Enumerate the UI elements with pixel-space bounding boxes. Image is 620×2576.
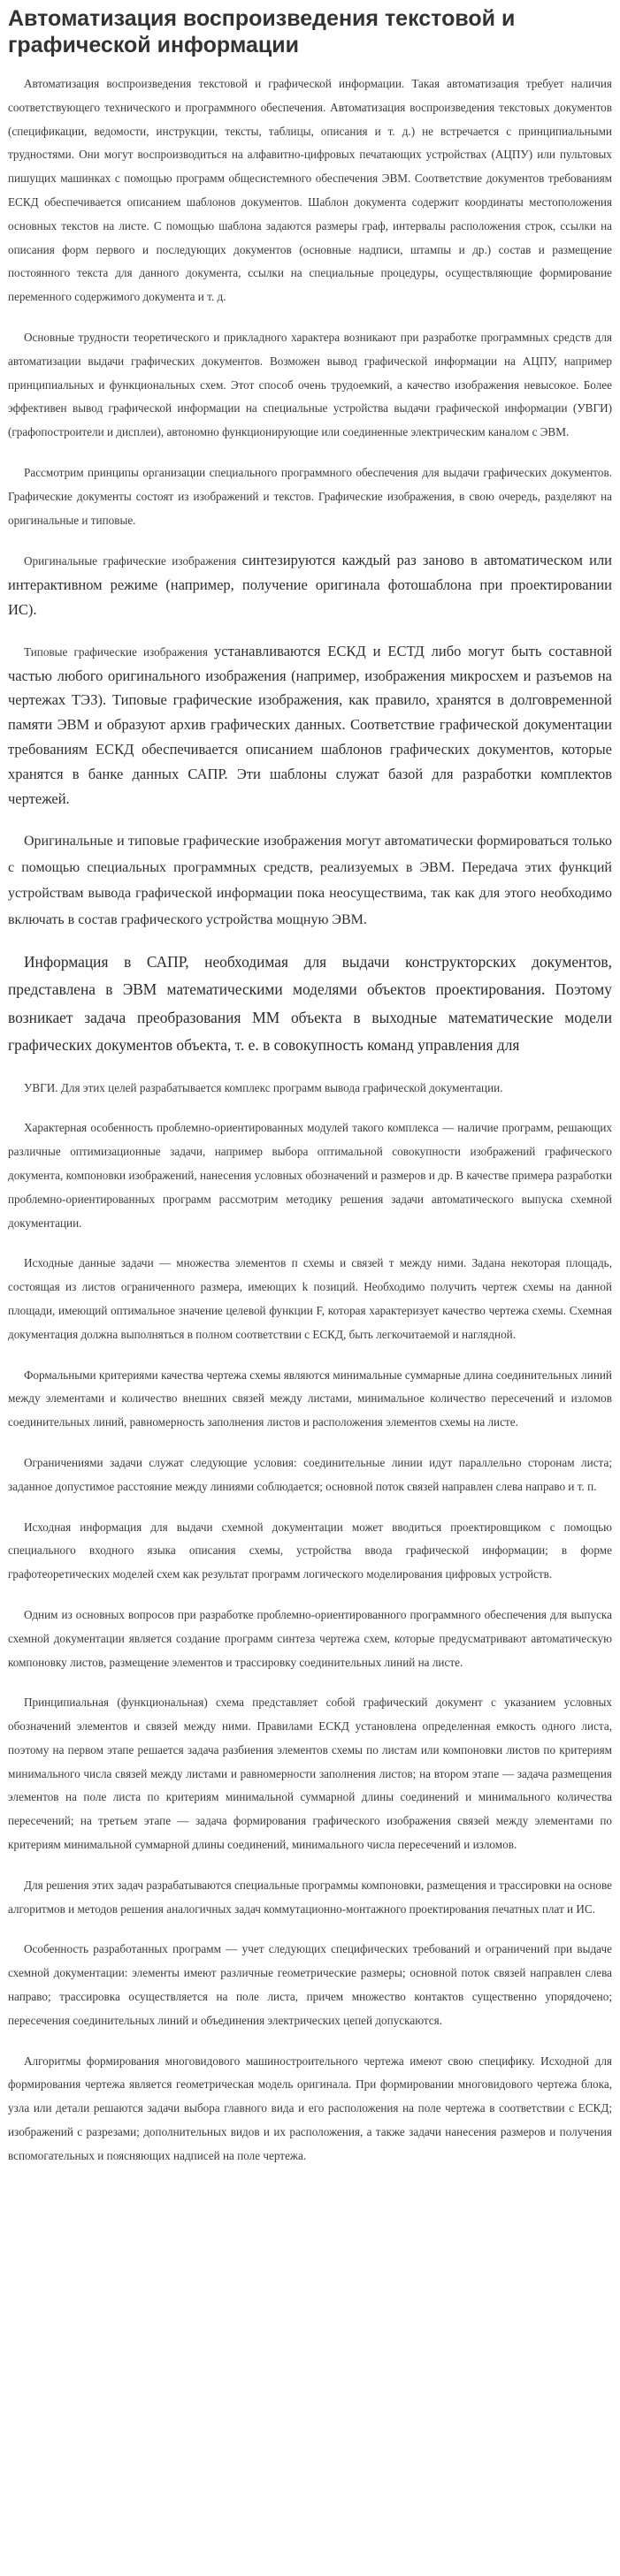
paragraph: Рассмотрим принципы организации специального программного обеспечения для выдачи графических документов. Графические документы состоят из изображений и текстов. Графические изображения, в свою очередь, разделяют на оригинальные и типовые. <box>8 465 612 527</box>
paragraph-large: Оригинальные и типовые графические изображения могут автоматически формироваться только с помощью специальных программных средств, реализуемых в ЭВМ. Передача этих функций устройствам вывода графической информации пока неосуществима, так как для этого необходимо включать в состав графического устройства мощную ЭВМ. <box>8 834 612 927</box>
paragraph: Алгоритмы формирования многовидового машиностроительного чертежа имеют свою специфику. Исходной для формирования чертежа является геометрическая модель оригинала. При формировании многовидового чертежа блока, узла или детали решаются задачи выбора главного вида и его расположения на поле чертежа в соответствии с ЕСКД; изображений с разрезами; дополнительных видов и их расположения, а также задачи нанесения размеров и получения вспомогательных и поясняющих надписей на поле чертежа. <box>8 2054 612 2162</box>
paragraph-xlarge: Информация в САПР, необходимая для выдачи конструкторских документов, представлена в ЭВМ математическими моделями объектов проектирования. Поэтому возникает задача преобразования ММ объекта в выходные математические модели графических документов объекта, т. е. в совокупность команд управления для <box>8 952 612 1055</box>
paragraph: Одним из основных вопросов при разработке проблемно-ориентированного программного обеспечения для выпуска схемной документации является создание программ синтеза чертежа схем, которые предусматривают автоматическую компоновку листов, размещение элементов и трассировку соединительных линий на листе. <box>8 1607 612 1669</box>
paragraph: Для решения этих задач разрабатываются специальные программы компоновки, размещения и трассировки на основе алгоритмов и методов решения аналогичных задач коммутационно-монтажного проектирования печатных плат и ИС. <box>8 1878 612 1916</box>
paragraph: Автоматизация воспроизведения текстовой и графической информации. Такая автоматизация требует наличия соответствующего технического и программного обеспечения. Автоматизация воспроизведения текстовых документов (спецификации, ведомости, инструкции, тексты, таблицы, описания и т. д.) не встречается с принципиальными трудностями. Они могут воспроизводиться на алфавитно-цифровых печатающих устройствах (АЦПУ) или пультовых пишущих машинках с помощью программ общесистемного обеспечения ЭВМ. Соответствие документов требованиям ЕСКД обеспечивается описанием шаблонов документов. Шаблон документа содержит координаты местоположения основных текстов на листе. С помощью шаблона задаются размеры граф, интервалы расположения строк, ссылки на описания форм первого и последующих документов (основные надписи, штампы и др.) состав и размещение постоянного текста для данного документа, ссылки на специальные процедуры, осуществляющие формирование переменного содержимого документа и т. д. <box>8 77 612 304</box>
paragraph: Особенность разработанных программ — учет следующих специфических требований и ограничений при выдаче схемной документации: элементы имеют различные геометрические размеры; основной поток связей направлен слева направо; трассировка осуществляется на поле листа, причем множество контактов существенно упорядочено; пересечения соединительных линий и объединения электрических цепей допускаются. <box>8 1942 612 2027</box>
paragraph-emphasis-text: устанавливаются ЕСКД и ЕСТД либо могут быть составной частью любого оригинального изображения (например, изображения микросхем и разъемов на чертежах ТЭЗ). Типовые графические изображения, как правило, хранятся в долговременной памяти ЭВМ и образуют архив графических данных. Соответствие графической документации требованиям ЕСКД обеспечивается описанием шаблонов графических документов, которые хранятся в банке данных САПР. Эти шаблоны служат базой для разработки комплектов чертежей. <box>8 642 613 807</box>
paragraph: Основные трудности теоретического и прикладного характера возникают при разработке программных средств для автоматизации выдачи графических документов. Возможен вывод графической информации на АЦПУ, например принципиальных и функциональных схем. Этот способ очень трудоемкий, а качество изображения невысокое. Более эффективен вывод графической информации на специальные устройства выдачи графической информации (УВГИ) (графопостроители и дисплеи), автономно функционирующие или соединенные электрическим каналом с ЭВМ. <box>8 330 612 439</box>
paragraph: Формальными критериями качества чертежа схемы являются минимальные суммарные длина соединительных линий между элементами и количество внешних связей между листами, минимальное количество пересечений и изломов соединительных линий, равномерность заполнения листов и расположения элементов схемы на листе. <box>8 1368 612 1429</box>
article-title: Автоматизация воспроизведения текстовой и графической информации <box>8 6 516 57</box>
paragraph-lead-text: Оригинальные графические изображения <box>24 554 237 568</box>
paragraph: УВГИ. Для этих целей разрабатывается комплекс программ вывода графической документации. <box>24 1080 503 1094</box>
paragraph: Принципиальная (функциональная) схема представляет собой графический документ с указанием условных обозначений элементов и связей между ними. Правилами ЕСКД установлена определенная емкость одного листа, поэтому на первом этапе решается задача разбиения элементов схемы по листам или компоновки листов по критериям минимального числа связей между листами и равномерности заполнения листов; на втором этапе — задача размещения элементов на поле листа по критериям минимальной суммарной длины соединений и минимального количества пересечений; на третьем этапе — задача формирования графического изображения связей между элементами по критериям минимальной суммарной длины соединений, минимального числа пересечений и изломов. <box>8 1696 612 1852</box>
paragraph: Исходная информация для выдачи схемной документации может вводиться проектировщиком с помощью специального входного языка описания схемы, устройства ввода графической информации; в форме графотеоретических моделей схем как результат программ логического моделирования цифровых устройств. <box>8 1520 612 1581</box>
paragraph-lead-text: Типовые графические изображения <box>24 644 208 659</box>
paragraph-typical-images <box>8 640 612 812</box>
paragraph-original-images <box>8 549 612 622</box>
paragraph-emphasis-text: синтезируются каждый раз заново в автоматическом или интерактивном режиме (например, получение оригинала фотошаблона при проектировании ИС). <box>8 552 613 618</box>
paragraph: Ограничениями задачи служат следующие условия: соединительные линии идут параллельно сторонам листа; заданное допустимое расстояние между линиями соблюдается; основной поток связей направлен слева направо и т. п. <box>8 1455 612 1493</box>
paragraph: Исходные данные задачи — множества элементов п схемы и связей т между ними. Задана некоторая площадь, состоящая из листов ограниченного размера, имеющих k позиций. Необходимо получить чертеж схемы на данной площади, имеющий оптимальное значение целевой функции F, которая характеризует качество чертежа схемы. Схемная документация должна выполняться в полном соответствии с ЕСКД, быть легкочитаемой и наглядной. <box>8 1256 612 1341</box>
paragraph: Характерная особенность проблемно-ориентированных модулей такого комплекса — наличие программ, решающих различные оптимизационные задачи, например выбора оптимальной совокупности изображений графического документа, компоновки изображений, нанесения условных обозначений и размеров и др. В качестве примера разработки проблемно-ориентированных программ рассмотрим методику решения задачи автоматического выпуска схемной документации. <box>8 1121 612 1230</box>
